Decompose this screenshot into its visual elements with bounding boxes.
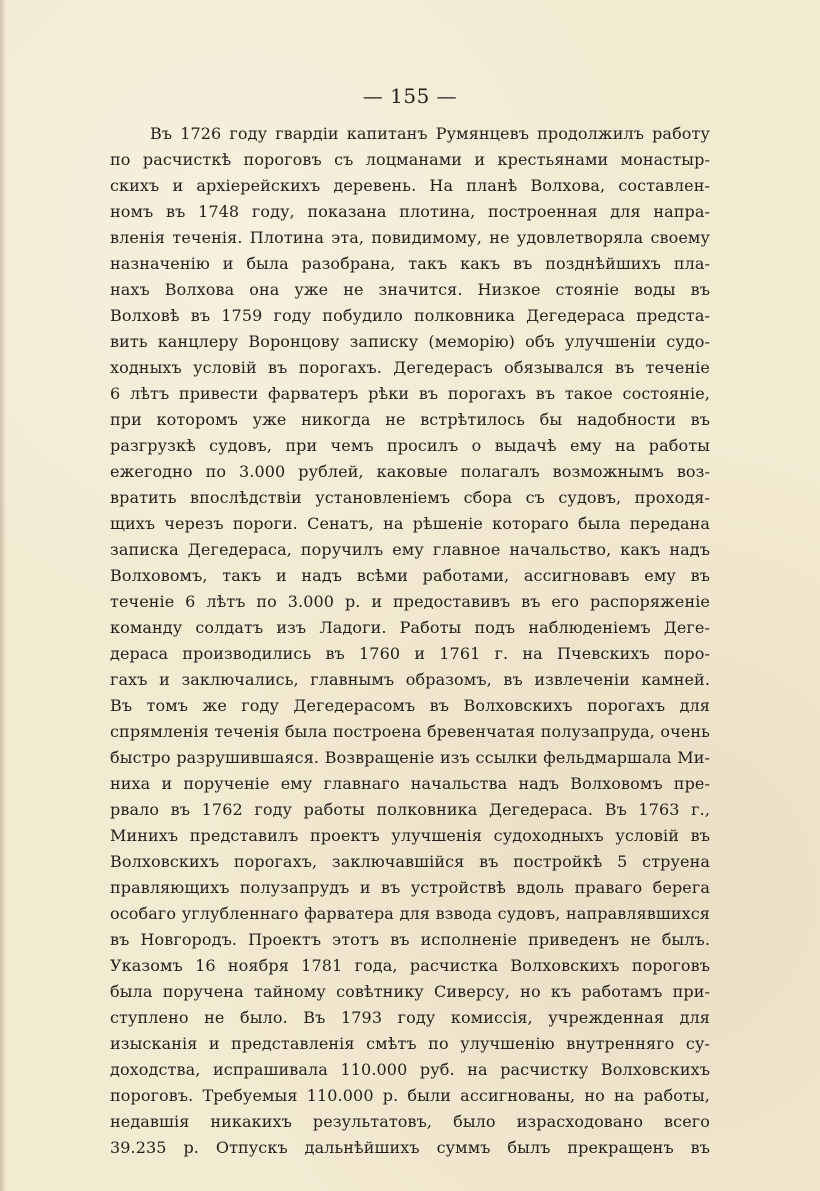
text-line: особаго углубленнаго фарватера для взвода судовъ, направлявшихся: [110, 904, 710, 923]
text-line: команду солдатъ изъ Ладоги. Работы подъ наблюденіемъ Деге-: [110, 618, 710, 637]
text-line: номъ въ 1748 году, показана плотина, построенная для напра-: [110, 202, 710, 221]
text-line: ступлено не было. Въ 1793 году комиссія, учрежденная для: [110, 1008, 710, 1027]
text-line: Волховѣ въ 1759 году побудило полковника Дегедераса предста-: [110, 306, 710, 325]
text-line: правляющихъ полузапрудъ и въ устройствѣ вдоль праваго берега: [110, 878, 710, 897]
text-line: нахъ Волхова она уже не значится. Низкое стояніе воды въ: [110, 280, 710, 299]
text-line: дераса производились въ 1760 и 1761 г. на Пчевскихъ поро-: [110, 644, 710, 663]
text-line: рвало въ 1762 году работы полковника Дегедераса. Въ 1763 г.,: [110, 800, 710, 819]
text-line: спрямленія теченія была построена бревенчатая полузапруда, очень: [110, 722, 710, 741]
text-line: недавшія никакихъ результатовъ, было израсходовано всего: [110, 1112, 710, 1131]
text-line: записка Дегедераса, поручилъ ему главное начальство, какъ надъ: [110, 540, 710, 559]
text-line: вить канцлеру Воронцову записку (меморію) объ улучшеніи судо-: [110, 332, 710, 351]
text-line: въ Новгородъ. Проектъ этотъ въ исполненіе приведенъ не былъ.: [110, 930, 710, 949]
text-line: теченіе 6 лѣтъ по 3.000 р. и предоставивъ въ его распоряженіе: [110, 592, 710, 611]
text-line: вленія теченія. Плотина эта, повидимому, не удовлетворяла своему: [110, 228, 710, 247]
text-line: была поручена тайному совѣтнику Сиверсу, но къ работамъ при-: [110, 982, 710, 1001]
text-line: гахъ и заключались, главнымъ образомъ, въ извлеченіи камней.: [110, 670, 710, 689]
text-line: доходства, испрашивала 110.000 руб. на расчистку Волховскихъ: [110, 1060, 710, 1079]
text-line: Въ томъ же году Дегедерасомъ въ Волховскихъ порогахъ для: [110, 696, 710, 715]
text-line: по расчисткѣ пороговъ съ лоцманами и крестьянами монастыр-: [110, 150, 710, 169]
text-line: пороговъ. Требуемыя 110.000 р. были ассигнованы, но на работы,: [110, 1086, 710, 1105]
page-number: — 155 —: [362, 84, 458, 108]
text-line: Волховомъ, такъ и надъ всѣми работами, ассигновавъ ему въ: [110, 566, 710, 585]
text-line: вратить впослѣдствіи установленіемъ сбора съ судовъ, проходя-: [110, 488, 710, 507]
text-line: ниха и порученіе ему главнаго начальства надъ Волховомъ пре-: [110, 774, 710, 793]
text-line: разгрузкѣ судовъ, при чемъ просилъ о выдачѣ ему на работы: [110, 436, 710, 455]
page-binding-edge: [0, 0, 6, 1191]
text-line: 39.235 р. Отпускъ дальнѣйшихъ суммъ былъ прекращенъ въ: [110, 1138, 710, 1157]
text-line: быстро разрушившаяся. Возвращеніе изъ ссылки фельдмаршала Ми-: [110, 748, 710, 767]
text-line: назначенію и была разобрана, такъ какъ въ позднѣйшихъ пла-: [110, 254, 710, 273]
text-line: Минихъ представилъ проектъ улучшенія судоходныхъ условій въ: [110, 826, 710, 845]
text-line: скихъ и архіерейскихъ деревень. На планѣ Волхова, составлен-: [110, 176, 710, 195]
text-line: Въ 1726 году гвардіи капитанъ Румянцевъ продолжилъ работу: [150, 124, 710, 143]
text-line: изысканія и представленія смѣтъ по улучшенію внутренняго су-: [110, 1034, 710, 1053]
text-line: ежегодно по 3.000 рублей, каковые полагалъ возможнымъ воз-: [110, 462, 710, 481]
body-text: [110, 121, 710, 1161]
text-line: Волховскихъ порогахъ, заключавшійся въ постройкѣ 5 струена: [110, 852, 710, 871]
text-line: Указомъ 16 ноября 1781 года, расчистка Волховскихъ пороговъ: [110, 956, 710, 975]
text-line: 6 лѣтъ привести фарватеръ рѣки въ порогахъ въ такое состояніе,: [110, 384, 710, 403]
text-line: при которомъ уже никогда не встрѣтилось бы надобности въ: [110, 410, 710, 429]
text-line: ходныхъ условій въ порогахъ. Дегедерасъ обязывался въ теченіе: [110, 358, 710, 377]
text-line: щихъ черезъ пороги. Сенатъ, на рѣшеніе котораго была передана: [110, 514, 710, 533]
